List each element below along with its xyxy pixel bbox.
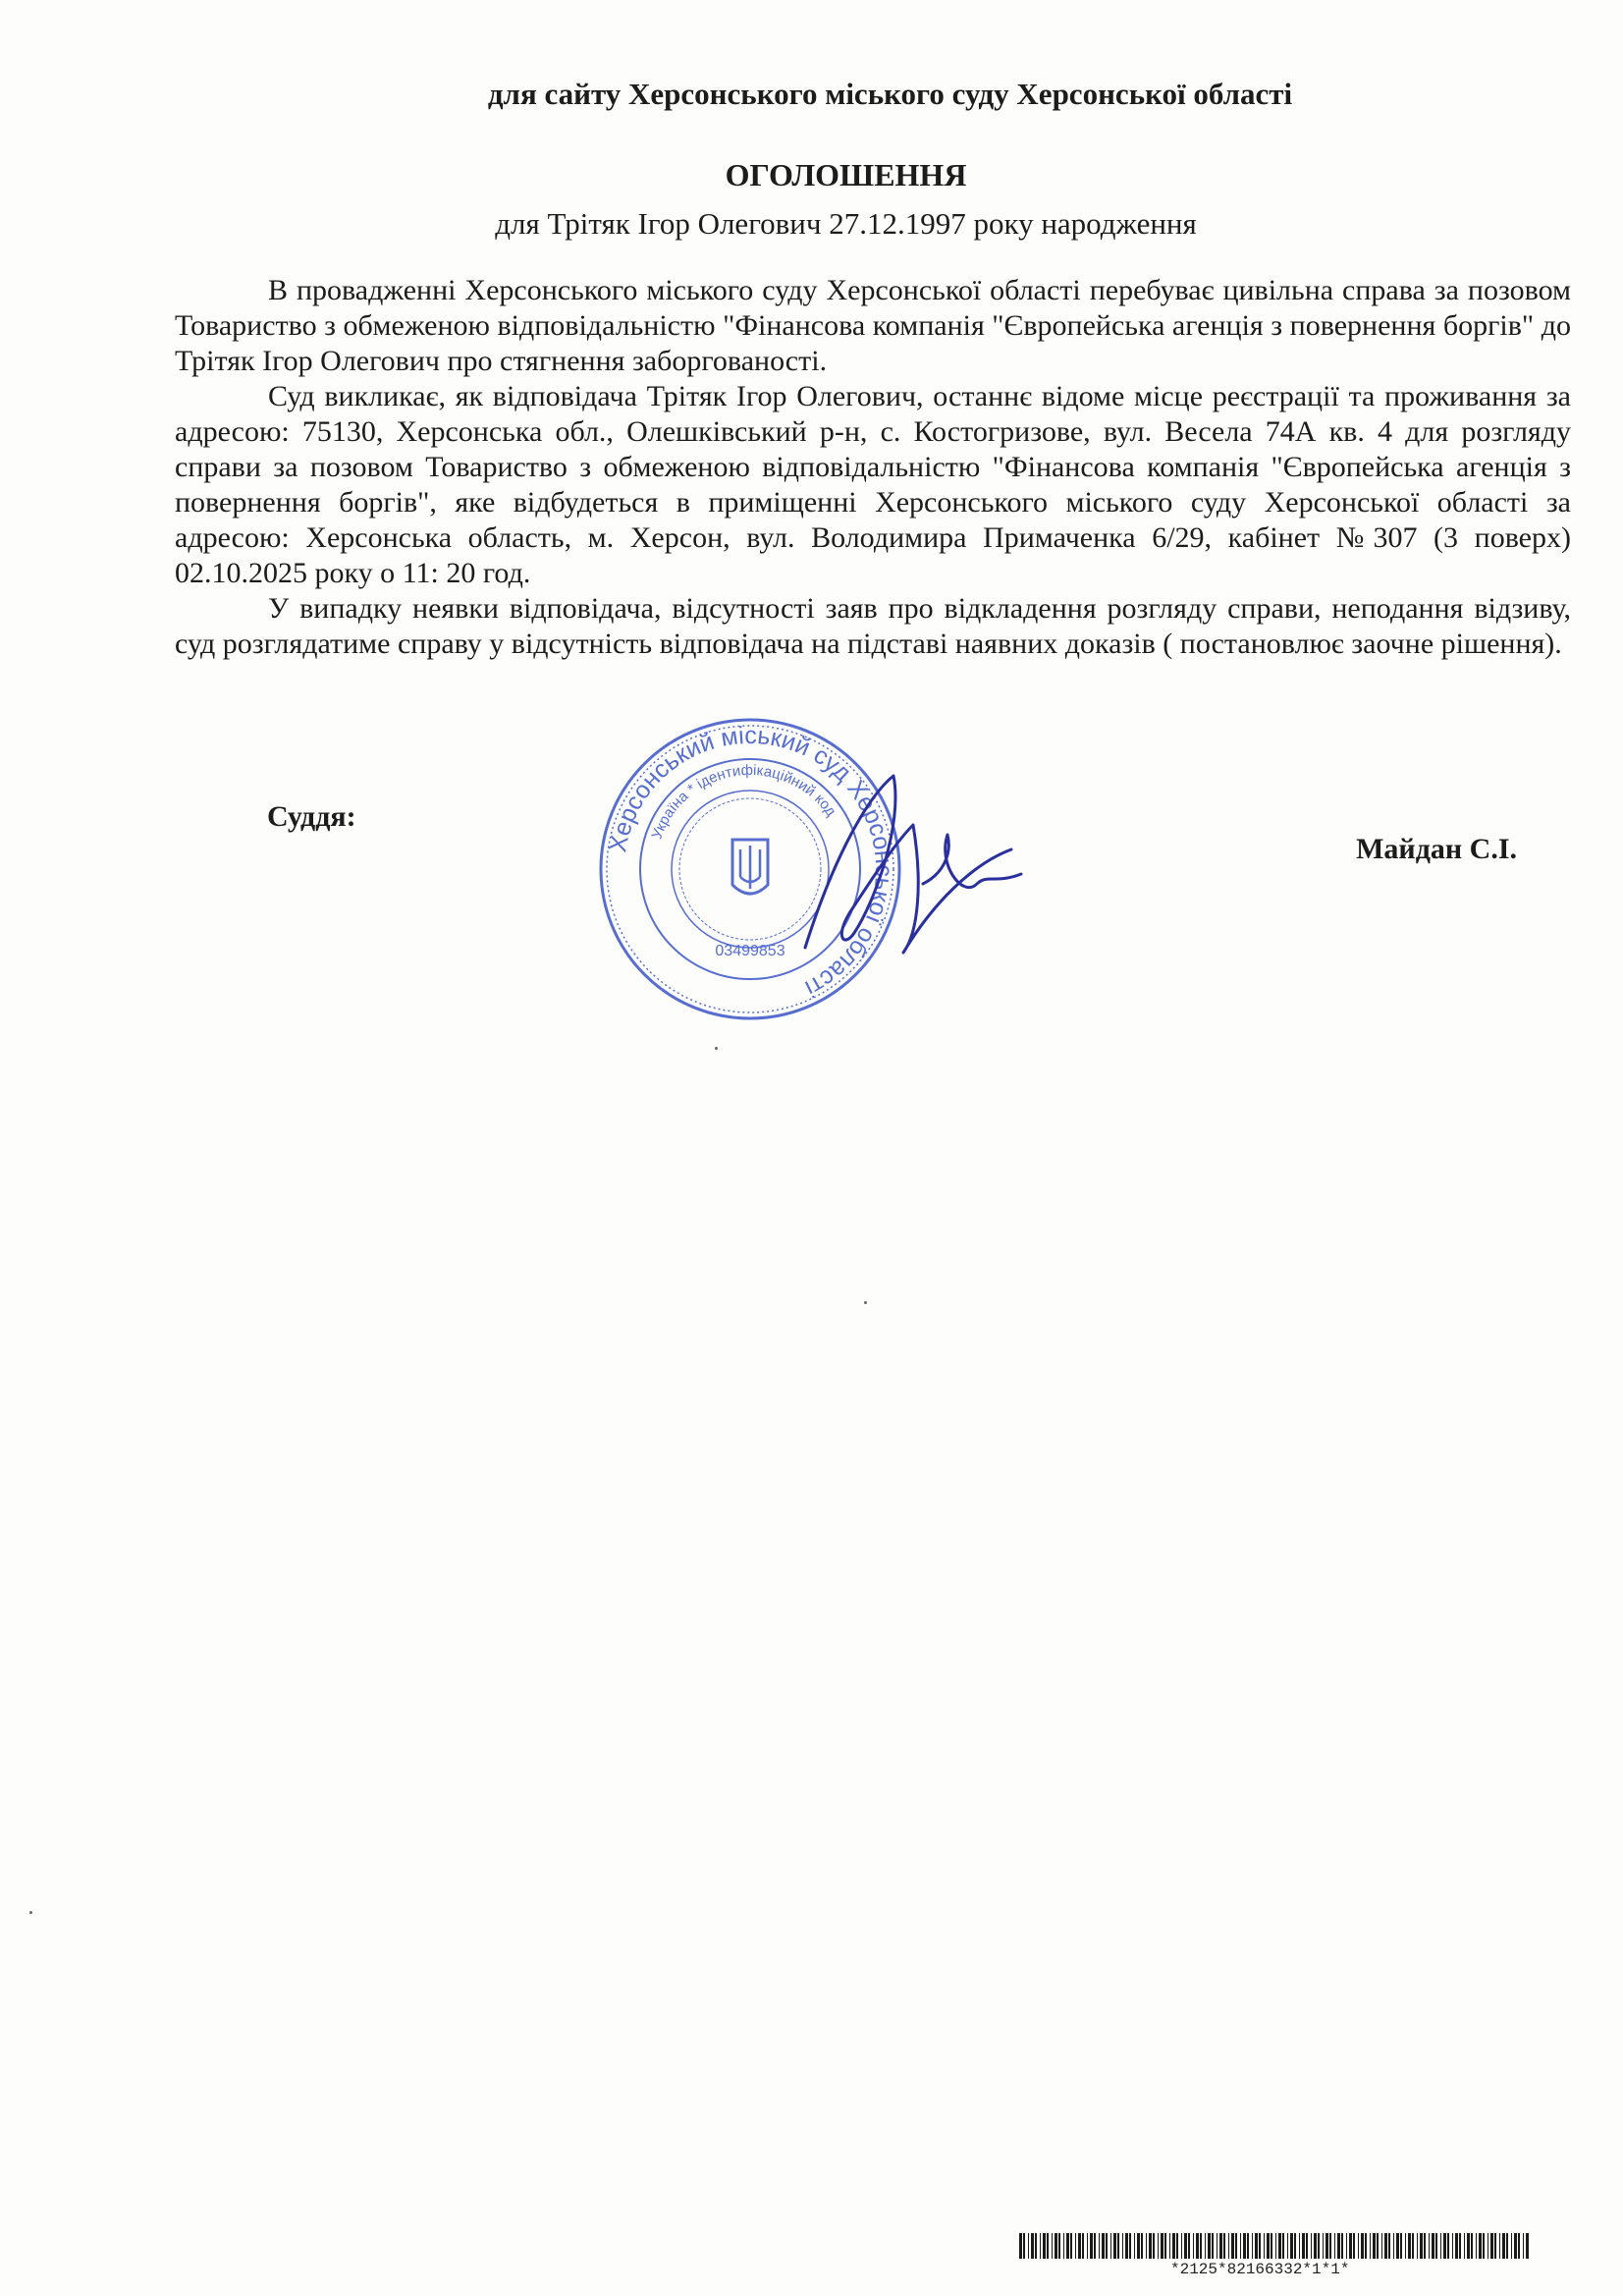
barcode-bar — [1334, 2233, 1335, 2259]
barcode-bar — [1125, 2233, 1128, 2259]
barcode-bar — [1090, 2233, 1093, 2259]
barcode-bar — [1271, 2233, 1272, 2259]
barcode-bar — [1031, 2233, 1034, 2259]
barcode-bar — [1106, 2233, 1108, 2259]
barcode-bar — [1282, 2233, 1284, 2259]
barcode-bar — [1205, 2233, 1206, 2259]
paragraph-summons: Суд викликає, як відповідача Трітяк Ігор Олегович, останнє відоме місце реєстрації та проживання за адресою: 75130, Херсонська обл., Олешківський р-н, с. Костогризове, вул. Весела 74А кв. 4 для розгляду справи за позовом Товариство з обмеженою відповідальністю "Фінансова компанія "Європейська агенція з повернення боргів", яке відбудеться в приміщенні Херсонського міського суду Херсонської області за адресою: Херсонська область, м. Херсон, вул. Володимира Примаченка 6/29, кабінет №307 (3 поверх) 02.10.2025 року о 11: 20 год. — [175, 380, 1571, 589]
barcode-bar — [1370, 2233, 1371, 2259]
barcode-bar — [1094, 2233, 1096, 2259]
barcode-bar — [1358, 2233, 1359, 2259]
barcode-bar — [1019, 2233, 1022, 2259]
barcode-bar — [1440, 2233, 1441, 2259]
barcode-bar — [1259, 2233, 1261, 2259]
barcode-bar — [1405, 2233, 1406, 2259]
barcode-bar — [1314, 2233, 1317, 2259]
barcode-bar — [1341, 2233, 1343, 2259]
barcode-bar — [1452, 2233, 1453, 2259]
barcode-bar — [1523, 2233, 1524, 2259]
barcode-bar — [1264, 2233, 1265, 2259]
barcode-bar — [1349, 2233, 1352, 2259]
barcode-bar — [1193, 2233, 1194, 2259]
document-body — [175, 273, 1571, 662]
barcode-bar — [1506, 2233, 1508, 2259]
barcode-bar — [1467, 2233, 1470, 2259]
barcode-bar — [1325, 2233, 1328, 2259]
barcode-bar — [1435, 2233, 1437, 2259]
barcode-bar — [1110, 2233, 1111, 2259]
barcode-bar — [1464, 2233, 1465, 2259]
barcode-bar — [1102, 2233, 1105, 2259]
barcode-bar — [1455, 2233, 1458, 2259]
barcode-bar — [1172, 2233, 1175, 2259]
barcode-bar — [1393, 2233, 1394, 2259]
barcode-bar — [1158, 2233, 1159, 2259]
barcode-bar — [1514, 2233, 1517, 2259]
stamp-inner-text: Україна * ідентифікаційний код — [648, 761, 839, 842]
barcode-bar — [1471, 2233, 1473, 2259]
barcode-bar — [1243, 2233, 1246, 2259]
barcode-bar — [1255, 2233, 1258, 2259]
barcode-bar — [1443, 2233, 1446, 2259]
barcode-bar — [1200, 2233, 1202, 2259]
barcode-text: *2125*82166332*1*1* — [1170, 2261, 1350, 2278]
barcode-bar — [1459, 2233, 1461, 2259]
barcode-bar — [1028, 2233, 1029, 2259]
scan-speck — [29, 1911, 32, 1914]
barcode-bar — [1337, 2233, 1340, 2259]
barcode-bar — [1373, 2233, 1376, 2259]
barcode-bar — [1365, 2233, 1367, 2259]
barcode-bar — [1058, 2233, 1060, 2259]
barcode-bar — [1275, 2233, 1276, 2259]
barcode-bar — [1306, 2233, 1308, 2259]
barcode-bar — [1043, 2233, 1046, 2259]
barcode-bar — [1290, 2233, 1293, 2259]
stamp-code: 03499853 — [715, 943, 785, 959]
barcode-bar — [1052, 2233, 1053, 2259]
barcode-bar — [1161, 2233, 1163, 2259]
barcode-bar — [1424, 2233, 1426, 2259]
barcode-bar — [1447, 2233, 1449, 2259]
barcode-bar — [1396, 2233, 1399, 2259]
barcode-bar — [1479, 2233, 1482, 2259]
barcode-bar — [1502, 2233, 1505, 2259]
barcode-bar — [1429, 2233, 1430, 2259]
barcode-bar — [1228, 2233, 1229, 2259]
barcode-bar — [1212, 2233, 1214, 2259]
barcode-bar — [1346, 2233, 1347, 2259]
barcode-bar — [1231, 2233, 1234, 2259]
barcode-bar — [1208, 2233, 1211, 2259]
barcode-bar — [1087, 2233, 1088, 2259]
barcode-bar — [1137, 2233, 1140, 2259]
barcode-bar — [1299, 2233, 1300, 2259]
barcode-bar — [1141, 2233, 1143, 2259]
barcode-bar — [1122, 2233, 1123, 2259]
barcode-bar — [1294, 2233, 1296, 2259]
barcode-bar — [1432, 2233, 1434, 2259]
barcode-bar — [1035, 2233, 1037, 2259]
barcode-bar — [1476, 2233, 1477, 2259]
barcode-bar — [1252, 2233, 1253, 2259]
barcode-bar — [1361, 2233, 1364, 2259]
barcode-bar — [1117, 2233, 1119, 2259]
barcode-bar — [1149, 2233, 1152, 2259]
document-title — [0, 157, 1623, 193]
barcode-bar — [1490, 2233, 1493, 2259]
barcode-bar — [1302, 2233, 1305, 2259]
barcode-bar — [1184, 2233, 1187, 2259]
barcode-bar — [1494, 2233, 1496, 2259]
barcode-bar — [1247, 2233, 1249, 2259]
paragraph-absence: У випадку неявки відповідача, відсутності заяв про відкладення розгляду справи, неподання відзиву, суд розглядатиме справу у відсутність відповідача на підставі наявних доказів ( постановлює заочне рішення). — [175, 592, 1571, 660]
barcode-bar — [1075, 2233, 1076, 2259]
barcode-bar — [1063, 2233, 1064, 2259]
paragraph-case: В провадженні Херсонського міського суду Херсонської області перебуває цивільна справа за позовом Товариство з обмеженою відповідальністю "Фінансова компанія "Європейська агенція з повернення боргів" до Трітяк Ігор Олегович про стягнення заборгованості. — [175, 274, 1571, 377]
barcode-bar — [1287, 2233, 1288, 2259]
barcode-bar — [1267, 2233, 1270, 2259]
barcode-bar — [1146, 2233, 1147, 2259]
barcode-bar — [1240, 2233, 1241, 2259]
barcode-bar — [1219, 2233, 1222, 2259]
barcode-bar — [1176, 2233, 1178, 2259]
barcode-bar — [1400, 2233, 1402, 2259]
barcode-bar — [1181, 2233, 1182, 2259]
header-line: для сайту Херсонського міського суду Херсонської області — [487, 77, 1293, 111]
barcode-bar — [1047, 2233, 1049, 2259]
barcode-bar — [1078, 2233, 1081, 2259]
barcode-bar — [1223, 2233, 1225, 2259]
barcode-bar — [1153, 2233, 1155, 2259]
barcode-bar — [1188, 2233, 1190, 2259]
barcode-bar — [1420, 2233, 1423, 2259]
barcode-bar — [1113, 2233, 1116, 2259]
barcode-bar — [1318, 2233, 1320, 2259]
scan-speck — [715, 1047, 718, 1050]
scan-speck — [864, 1301, 867, 1304]
barcode-bar — [1164, 2233, 1166, 2259]
barcode-bar — [1055, 2233, 1057, 2259]
barcode-bar — [1129, 2233, 1131, 2259]
barcode-bar — [1417, 2233, 1418, 2259]
barcode-bar — [1388, 2233, 1390, 2259]
judge-label: Суддя: — [267, 800, 356, 833]
barcode-bar — [1353, 2233, 1355, 2259]
barcode-bar — [1023, 2233, 1025, 2259]
document-subtitle — [0, 206, 1623, 242]
document-barcode — [1019, 2233, 1530, 2259]
barcode-bar — [1499, 2233, 1500, 2259]
barcode-bar — [1483, 2233, 1485, 2259]
barcode-bar — [1381, 2233, 1382, 2259]
judge-signature — [776, 737, 1031, 992]
judge-name: Майдан С.І. — [1356, 833, 1517, 865]
stamp-outer-text: Херсонський міський суд Херсонської області — [604, 721, 898, 1003]
barcode-bar — [1518, 2233, 1520, 2259]
barcode-bar — [1040, 2233, 1041, 2259]
barcode-bar — [1169, 2233, 1170, 2259]
barcode-bar — [1526, 2233, 1529, 2259]
title-text: ОГОЛОШЕННЯ — [725, 157, 967, 192]
barcode-bar — [1408, 2233, 1411, 2259]
barcode-bar — [1070, 2233, 1072, 2259]
barcode-bar — [1196, 2233, 1199, 2259]
subtitle-text: для Трітяк Ігор Олегович 27.12.1997 року народження — [495, 206, 1197, 241]
barcode-bar — [1511, 2233, 1512, 2259]
barcode-bar — [1412, 2233, 1414, 2259]
barcode-bar — [1134, 2233, 1135, 2259]
barcode-bar — [1066, 2233, 1069, 2259]
document-header — [0, 77, 1623, 112]
barcode-bar — [1082, 2233, 1084, 2259]
trident-emblem-icon — [732, 840, 768, 894]
barcode-bar — [1235, 2233, 1237, 2259]
barcode-bar — [1329, 2233, 1331, 2259]
barcode-bar — [1099, 2233, 1100, 2259]
barcode-bar — [1323, 2233, 1324, 2259]
barcode-bar — [1311, 2233, 1312, 2259]
barcode-bar — [1377, 2233, 1379, 2259]
barcode-bar — [1278, 2233, 1281, 2259]
barcode-bar — [1384, 2233, 1387, 2259]
